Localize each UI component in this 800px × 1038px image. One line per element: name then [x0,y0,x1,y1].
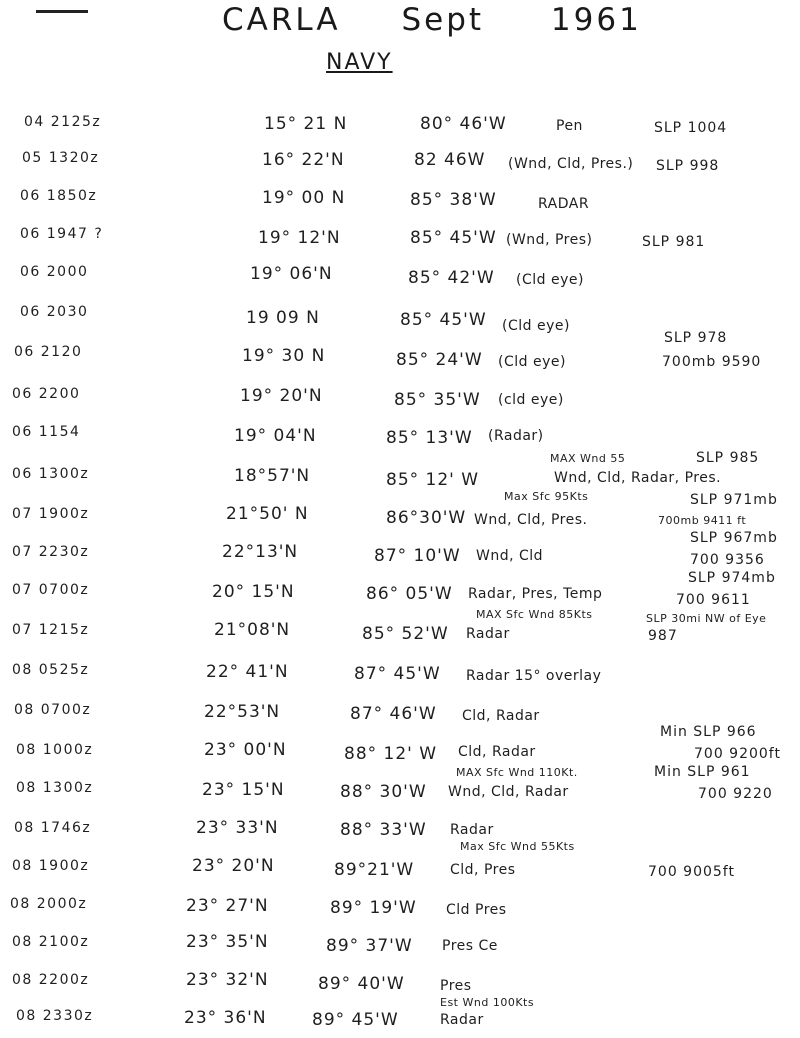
row-note: (Cld eye) [498,354,566,370]
row-lat: 19° 04'N [234,426,317,446]
row-lat: 21°50' N [226,504,309,524]
row-lat: 20° 15'N [212,582,295,602]
row-slp: SLP 1004 [654,120,728,136]
page-title [222,2,642,38]
row-slp: SLP 974mb [688,570,776,586]
row-lat: 15° 21 N [264,114,348,134]
row-note: (Wnd, Pres) [506,232,593,248]
row-lat: 22°13'N [222,542,299,562]
row-lon: 80° 46'W [420,114,507,134]
row-time: 07 1215z [12,622,90,638]
row-note: (Radar) [488,428,544,444]
row-note: RADAR [538,196,590,212]
extra-700: 700 9356 [690,552,765,568]
row-time: 08 1000z [16,742,94,758]
row-note: Wnd, Cld, Pres. [474,512,588,528]
row-lat: 19° 12'N [258,228,341,248]
extra-700: 700 9200ft [694,746,781,762]
row-lat: 23° 36'N [184,1008,267,1028]
row-lat: 23° 33'N [196,818,279,838]
row-note: (Cld eye) [502,318,570,334]
row-slp: SLP 981 [642,234,706,250]
row-time: 06 2000 [20,264,89,280]
extra-max-wnd: MAX Wnd 55 [550,452,626,465]
row-lon: 89° 40'W [318,974,405,994]
row-note: Radar [466,626,510,642]
year: 1961 [550,2,642,38]
row-lat: 22° 41'N [206,662,289,682]
storm-name: CARLA [222,2,341,38]
row-lon: 85° 35'W [394,390,481,410]
row-lon: 85° 38'W [410,190,497,210]
row-note: (cld eye) [498,392,564,408]
row-lat: 19° 00 N [262,188,346,208]
row-time: 08 1900z [12,858,90,874]
extra-700mb: 700mb 9590 [662,354,762,370]
row-lat: 19 09 N [246,308,320,328]
source-label: NAVY [326,50,393,75]
row-lon: 88° 33'W [340,820,427,840]
row-lon: 86°30'W [386,508,467,528]
row-time: 06 2030 [20,304,89,320]
row-lat: 23° 15'N [202,780,285,800]
row-lat: 23° 27'N [186,896,269,916]
row-note: Pen [556,118,583,134]
extra-987: 987 [648,628,678,644]
row-time: 06 2200 [12,386,81,402]
extra-max-sfc: MAX Sfc Wnd 110Kt. [456,766,578,779]
row-slp: SLP 30mi NW of Eye [646,612,767,625]
row-slp: Min SLP 966 [660,724,757,740]
row-time: 08 2200z [12,972,90,988]
row-note: (Wnd, Cld, Pres.) [508,156,634,172]
row-time: 08 1300z [16,780,94,796]
row-lon: 85° 45'W [410,228,497,248]
row-lon: 87° 46'W [350,704,437,724]
row-time: 06 1154 [12,424,81,440]
row-time: 07 1900z [12,506,90,522]
row-time: 08 2000z [10,896,88,912]
row-lat: 23° 00'N [204,740,287,760]
row-lat: 19° 20'N [240,386,323,406]
row-note: Cld Pres [446,902,507,918]
row-note: Wnd, Cld [476,548,544,564]
row-lon: 87° 45'W [354,664,441,684]
row-note: Radar, Pres, Temp [468,586,603,602]
row-lon: 85° 45'W [400,310,487,330]
row-note: Wnd, Cld, Radar, Pres. [554,470,722,486]
row-lat: 22°53'N [204,702,281,722]
row-lon: 89°21'W [334,860,415,880]
row-lat: 21°08'N [214,620,291,640]
row-note: (Cld eye) [516,272,584,288]
extra-max-sfc: Max Sfc 95Kts [504,490,589,503]
row-lat: 19° 30 N [242,346,326,366]
row-lon: 85° 12' W [386,470,480,490]
extra-max-sfc: Max Sfc Wnd 55Kts [460,840,575,853]
extra-700mb: 700mb 9411 ft [658,514,747,527]
row-time: 08 0700z [14,702,92,718]
row-note: Radar [450,822,494,838]
row-lon: 88° 12' W [344,744,438,764]
row-note: Pres Ce [442,938,498,954]
row-slp: SLP 985 [696,450,760,466]
row-lat: 23° 20'N [192,856,275,876]
row-note: Cld, Radar [462,708,540,724]
row-lon: 82 46W [414,150,486,170]
row-time: 06 1850z [20,188,98,204]
row-lon: 89° 19'W [330,898,417,918]
row-note: Radar 15° overlay [466,668,602,684]
row-slp: Min SLP 961 [654,764,751,780]
row-note: Radar [440,1012,484,1028]
row-slp: SLP 978 [664,330,728,346]
row-note: Cld, Radar [458,744,536,760]
row-note: Wnd, Cld, Radar [448,784,569,800]
row-lon: 85° 24'W [396,350,483,370]
row-lon: 87° 10'W [374,546,461,566]
row-lat: 23° 32'N [186,970,269,990]
row-lat: 16° 22'N [262,150,345,170]
row-slp: SLP 971mb [690,492,778,508]
month: Sept [401,2,485,38]
row-time: 05 1320z [22,150,100,166]
extra-700: 700 9611 [676,592,751,608]
row-lon: 89° 45'W [312,1010,399,1030]
row-slp: 700 9005ft [648,864,735,880]
row-note: Pres [440,978,472,994]
row-lon: 89° 37'W [326,936,413,956]
corner-pen-mark [36,10,88,13]
row-lon: 85° 42'W [408,268,495,288]
row-lat: 18°57'N [234,466,311,486]
row-time: 06 2120 [14,344,83,360]
row-time: 06 1300z [12,466,90,482]
row-note: Cld, Pres [450,862,516,878]
extra-est-wnd: Est Wnd 100Kts [440,996,535,1009]
row-time: 08 0525z [12,662,90,678]
row-time: 08 2330z [16,1008,94,1024]
row-lon: 86° 05'W [366,584,453,604]
row-lon: 88° 30'W [340,782,427,802]
row-lon: 85° 13'W [386,428,473,448]
row-time: 06 1947 ? [20,226,104,242]
row-lon: 85° 52'W [362,624,449,644]
row-time: 08 1746z [14,820,92,836]
row-time: 07 0700z [12,582,90,598]
row-time: 07 2230z [12,544,90,560]
row-slp: SLP 967mb [690,530,778,546]
row-slp: SLP 998 [656,158,720,174]
extra-700: 700 9220 [698,786,773,802]
row-time: 04 2125z [24,114,102,130]
row-time: 08 2100z [12,934,90,950]
row-lat: 19° 06'N [250,264,333,284]
extra-max-sfc: MAX Sfc Wnd 85Kts [476,608,593,621]
row-lat: 23° 35'N [186,932,269,952]
